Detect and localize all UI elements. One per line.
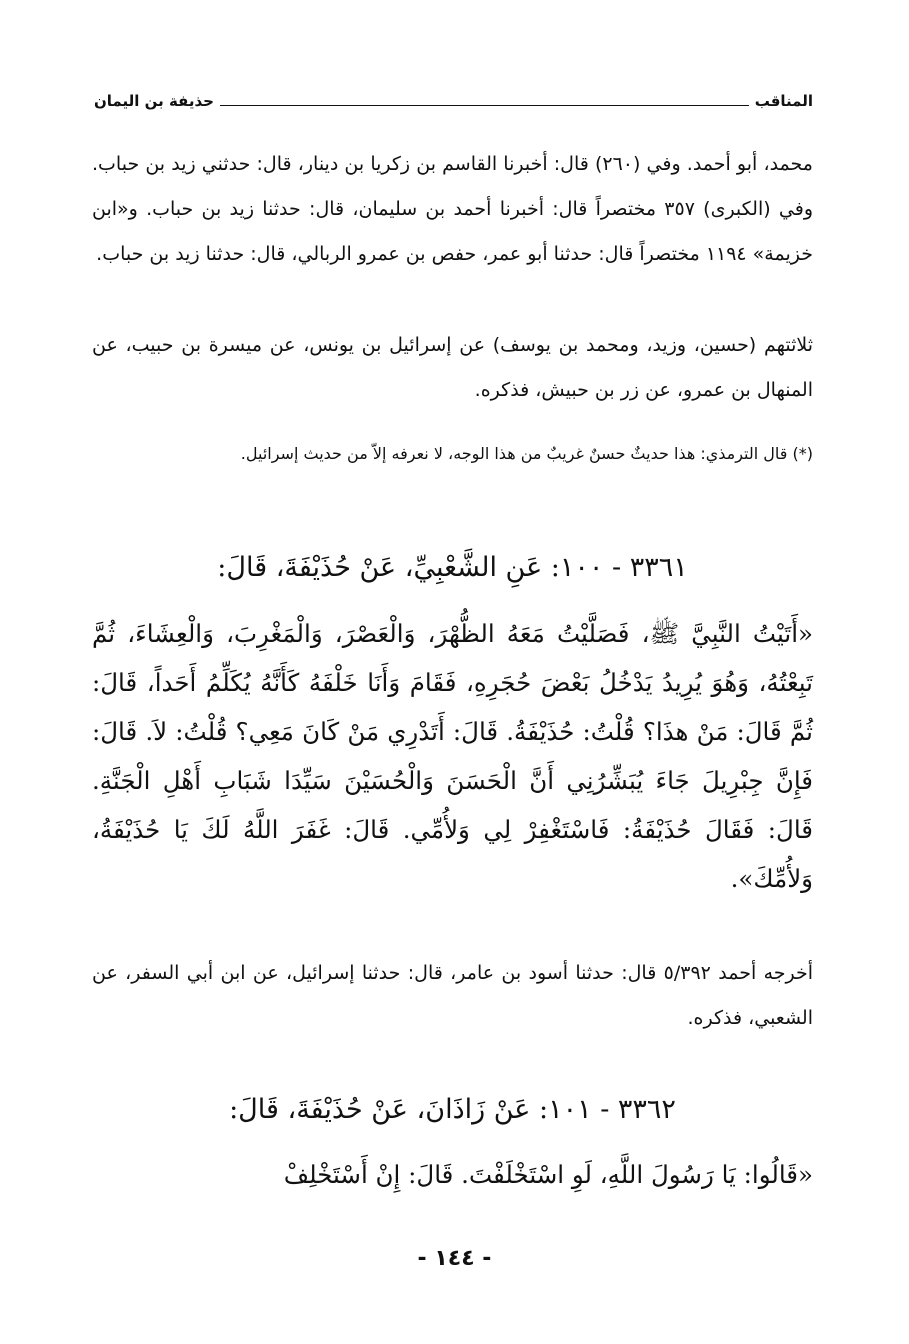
source-paragraph-2: ثلاثتهم (حسين، وزيد، ومحمد بن يوسف) عن إسرائيل بن يونس، عن ميسرة بن حبيب، عن المنهال بن عمرو، عن زر بن حبيش، فذكره. — [92, 334, 813, 401]
running-header — [94, 86, 813, 116]
hadith-3362-text: «قَالُوا: يَا رَسُولَ اللَّهِ، لَوِ اسْتَخْلَفْتَ. قَالَ: إِنْ أَسْتَخْلِفْ — [283, 1160, 813, 1189]
header-section-title: المناقب — [754, 92, 813, 110]
hadith-3362-title: ٣٣٦٢ - ١٠١: عَنْ زَاذَانَ، عَنْ حُذَيْفَةَ، قَالَ: — [229, 1094, 676, 1125]
page-number: - ١٤٤ - — [417, 1246, 492, 1271]
header-chapter-title: حذيفة بن اليمان — [94, 92, 214, 110]
source-paragraph-1: محمد، أبو أحمد. وفي (٢٦٠) قال: أخبرنا القاسم بن زكريا بن دينار، قال: حدثني زيد بن حباب. وفي (الكبرى) ٣٥٧ مختصراً قال: أخبرنا أحمد بن سليمان، قال: حدثنا زيد بن حباب. و«ابن خزيمة» ١١٩٤ مختصراً قال: حدثنا أبو عمر، حفص بن عمرو الربالي، قال: حدثنا زيد بن حباب. — [92, 153, 813, 265]
hadith-3361-source: أخرجه أحمد ٥/٣٩٢ قال: حدثنا أسود بن عامر، قال: حدثنا إسرائيل، عن ابن أبي السفر، عن الشعبي، فذكره. — [92, 962, 814, 1029]
hadith-3361-text: «أَتَيْتُ النَّبِيَّ ﷺ، فَصَلَّيْتُ مَعَهُ الظُّهْرَ، وَالْعَصْرَ، وَالْمَغْرِبَ، وَالْعِشَاءَ، ثُمَّ تَبِعْتُهُ، وَهُوَ يُرِيدُ يَدْخُلُ بَعْضَ حُجَرِهِ، فَقَامَ وَأَنَا خَلْفَهُ كَأَنَّهُ يُكَلِّمُ أَحَداً، قَالَ: ثُمَّ قَالَ: مَنْ هذَا؟ قُلْتُ: حُذَيْفَةُ. قَالَ: أَتَدْرِي مَنْ كَانَ مَعِي؟ قُلْتُ: لاَ. قَالَ: فَإِنَّ جِبْرِيلَ جَاءَ يُبَشِّرُنِي أَنَّ الْحَسَنَ وَالْحُسَيْنَ سَيِّدَا شَبَابِ أَهْلِ الْجَنَّةِ. قَالَ: فَقَالَ حُذَيْفَةُ: فَاسْتَغْفِرْ لِي وَلأُمِّي. قَالَ: غَفَرَ اللَّهُ لَكَ يَا حُذَيْفَةُ، وَلأُمِّكَ». — [92, 619, 813, 893]
tirmidhi-note: (*) قال الترمذي: هذا حديثٌ حسنٌ غريبٌ من هذا الوجه، لا نعرفه إلاّ من حديث إسرائيل. — [240, 444, 813, 463]
header-rule — [220, 105, 749, 106]
hadith-3361-title: ٣٣٦١ - ١٠٠: عَنِ الشَّعْبِيِّ، عَنْ حُذَيْفَةَ، قَالَ: — [217, 552, 688, 583]
